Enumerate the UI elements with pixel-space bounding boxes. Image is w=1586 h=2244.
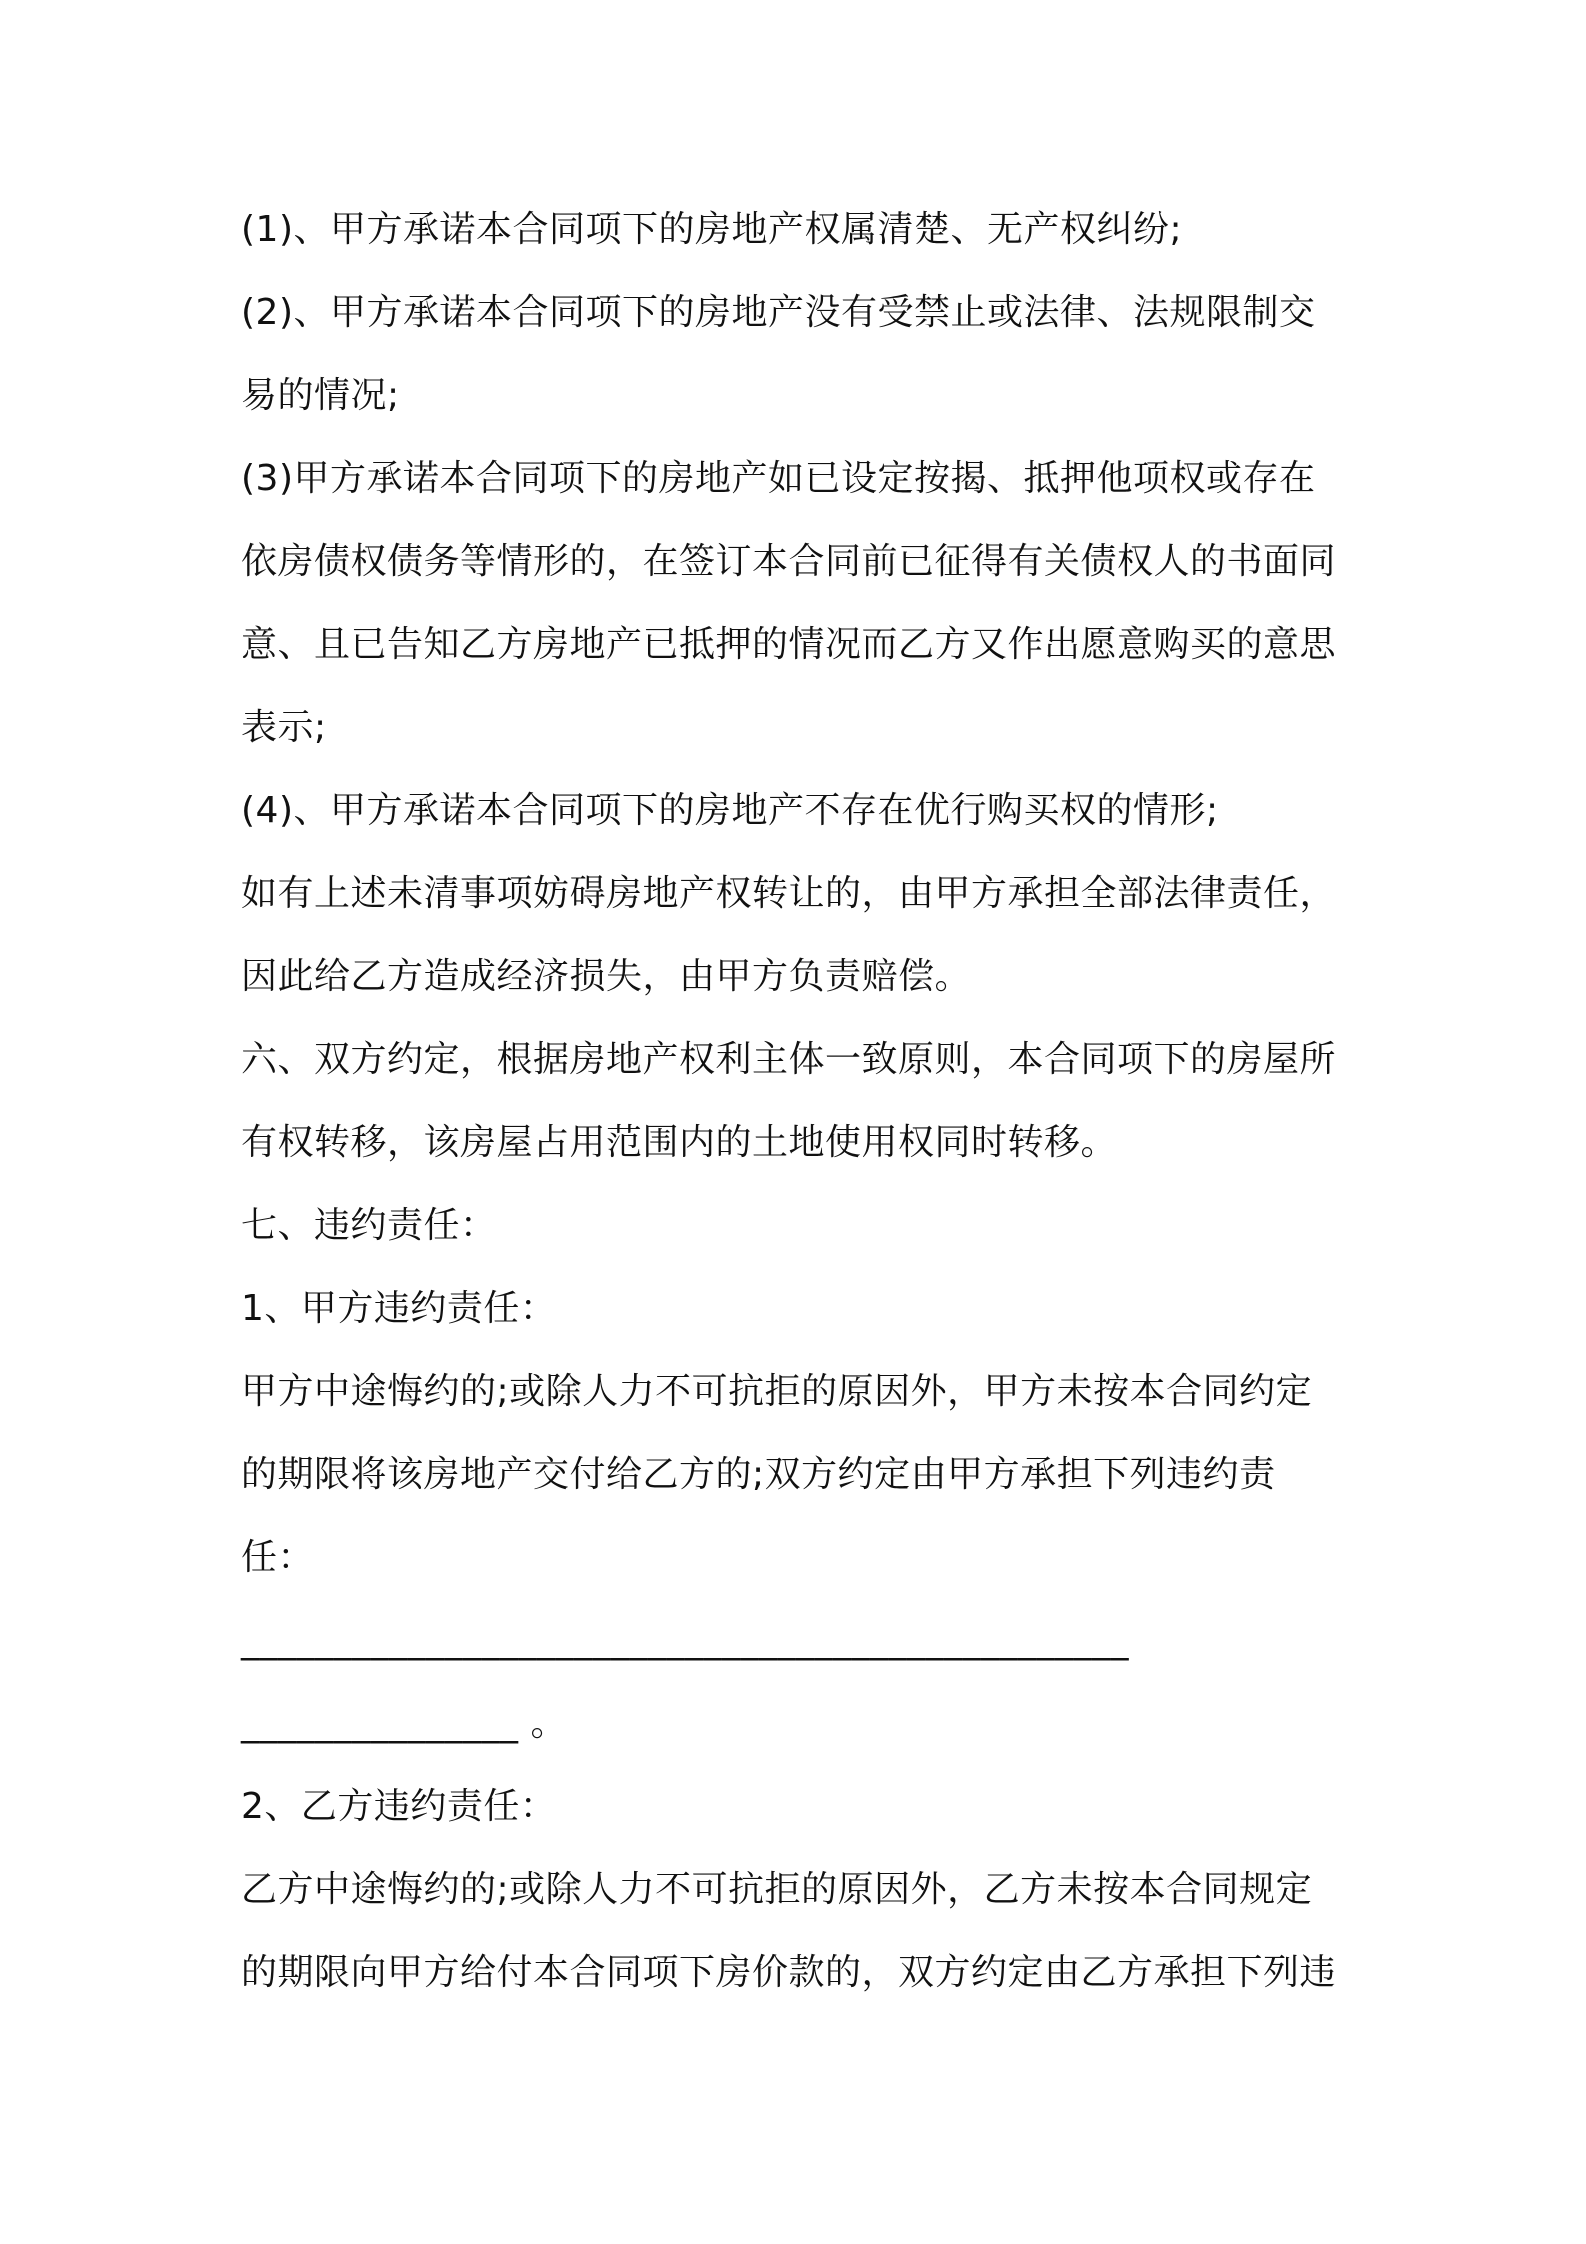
- article-6-line-1: 六、双方约定，根据房地产权利主体一致原则，本合同项下的房屋所: [241, 1039, 1337, 1080]
- clause-3-line-4: 表示;: [241, 707, 327, 748]
- party-b-liability-line-1: 乙方中途悔约的;或除人力不可抗拒的原因外，乙方未按本合同规定: [241, 1869, 1313, 1910]
- clause-2-line-1: (2)、甲方承诺本合同项下的房地产没有受禁止或法律、法规限制交: [241, 292, 1316, 333]
- article-6-line-2: 有权转移，该房屋占用范围内的土地使用权同时转移。: [241, 1122, 1118, 1163]
- party-a-liability-heading: 1、甲方违约责任：: [241, 1288, 557, 1329]
- clause-4-line: (4)、甲方承诺本合同项下的房地产不存在优行购买权的情形;: [241, 790, 1219, 831]
- liability-line-1: 如有上述未清事项妨碍房地产权转让的，由甲方承担全部法律责任，: [241, 873, 1337, 914]
- party-b-liability-line-2: 的期限向甲方给付本合同项下房价款的，双方约定由乙方承担下列违: [241, 1952, 1337, 1993]
- clause-3-line-3: 意、且已告知乙方房地产已抵押的情况而乙方又作出愿意购买的意思: [241, 624, 1337, 665]
- article-7-heading: 七、违约责任：: [241, 1205, 497, 1246]
- clause-3-line-2: 依房债权债务等情形的，在签订本合同前已征得有关债权人的书面同: [241, 541, 1337, 582]
- party-a-liability-line-1: 甲方中途悔约的;或除人力不可抗拒的原因外，甲方未按本合同约定: [241, 1371, 1313, 1412]
- fill-blank-line-2: _______________ 。: [241, 1703, 567, 1744]
- party-a-liability-line-3: 任：: [241, 1537, 315, 1578]
- party-b-liability-heading: 2、乙方违约责任：: [241, 1786, 557, 1827]
- party-a-liability-line-2: 的期限将该房地产交付给乙方的;双方约定由甲方承担下列违约责: [241, 1454, 1276, 1495]
- clause-1-line: (1)、甲方承诺本合同项下的房地产权属清楚、无产权纠纷;: [241, 209, 1183, 250]
- clause-3-line-1: (3)甲方承诺本合同项下的房地产如已设定按揭、抵押他项权或存在: [241, 458, 1316, 499]
- clause-2-line-2: 易的情况;: [241, 375, 400, 416]
- fill-blank-line-1: ________________________________________________: [241, 1620, 1129, 1661]
- liability-line-2: 因此给乙方造成经济损失，由甲方负责赔偿。: [241, 956, 972, 997]
